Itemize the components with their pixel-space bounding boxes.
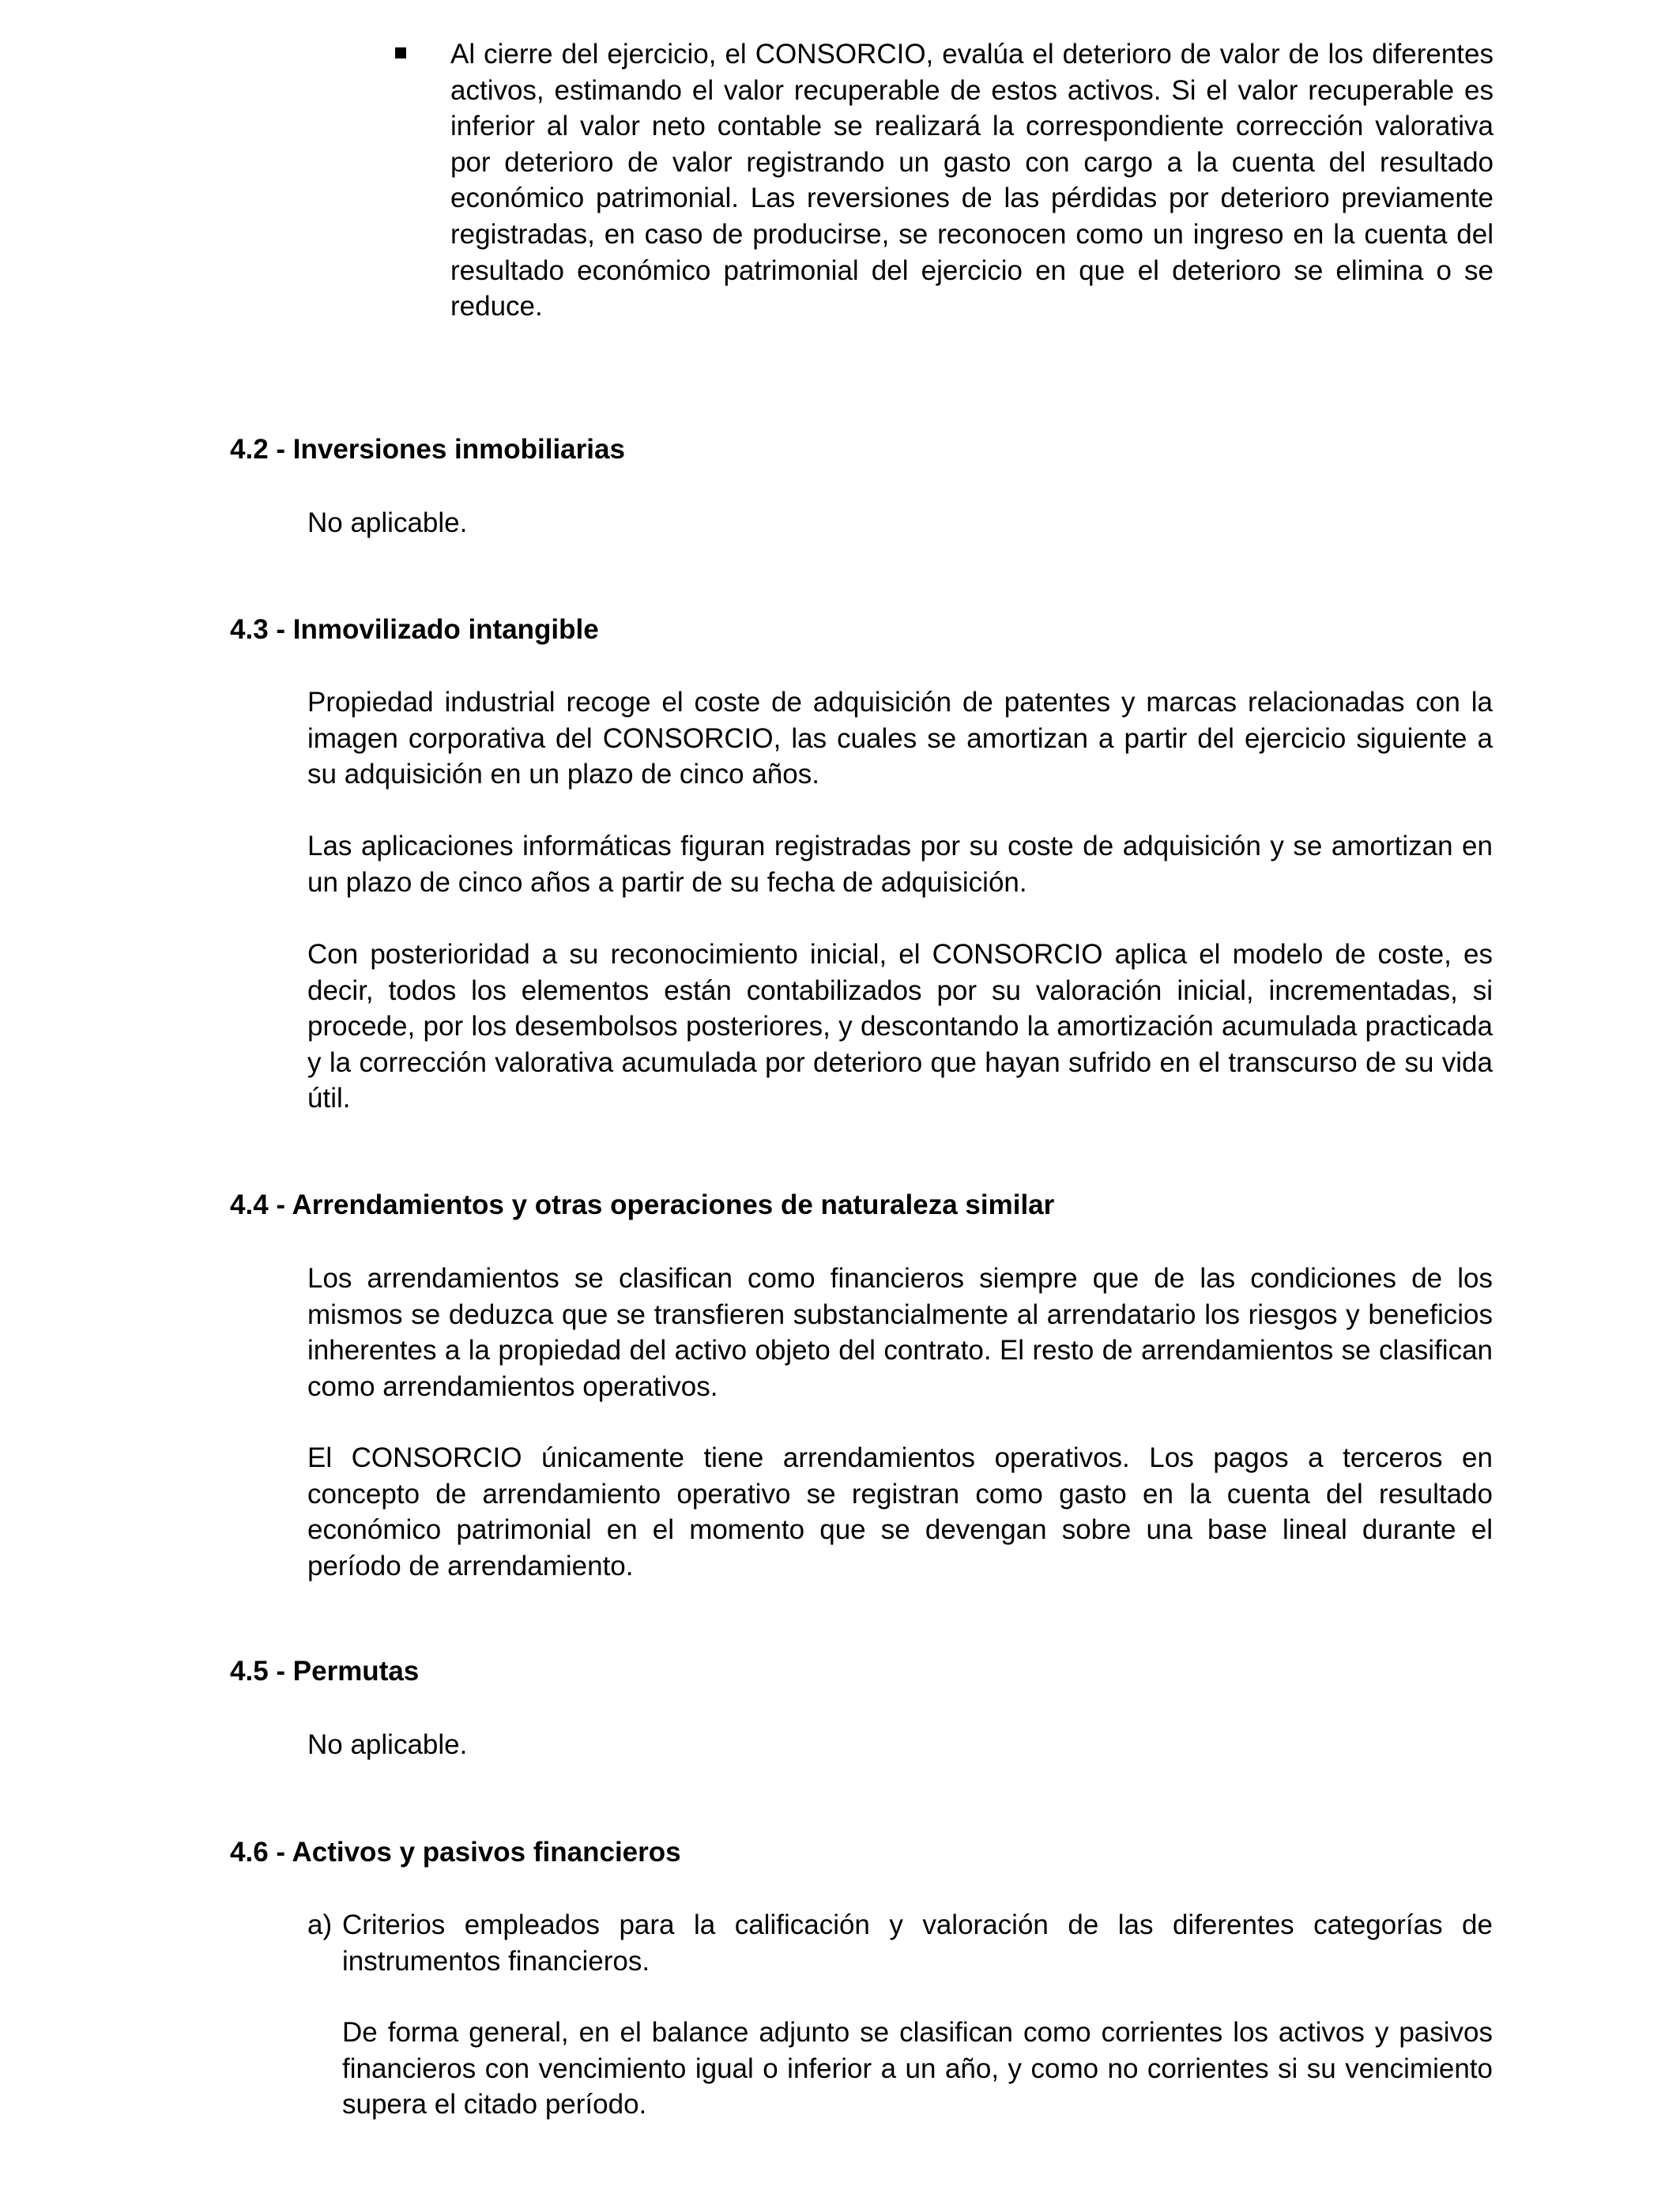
paragraph: Propiedad industrial recoge el coste de adquisición de patentes y marcas relacionadas con la imagen corporativa del CONSORCIO, las cuales se amortizan a partir del ejercicio siguiente a su adquisición en un plazo de cinco años. (307, 687, 1493, 790)
section-4-2-body (307, 505, 1493, 541)
paragraph: De forma general, en el balance adjunto se clasifican como corrientes los activos y pasivos financieros con vencimiento igual o inferior a un año, y como no corrientes si su vencimiento supera el citado período. (342, 2017, 1493, 2120)
paragraph: Los arrendamientos se clasifican como financieros siempre que de las condiciones de los mismos se deduzca que se transfieren substancialmente al arrendatario los riesgos y beneficios inherentes a la propiedad del activo objeto del contrato. El resto de arrendamientos se clasifican como arrendamientos operativos. (307, 1263, 1493, 1402)
bullet-paragraph: Al cierre del ejercicio, el CONSORCIO, evalúa el deterioro de valor de los diferentes activos, estimando el valor recuperable de estos activos. Si el valor recuperable es inferior al valor neto contable se realizará la correspondiente corrección valorativa por deterioro de valor registrando un gasto con cargo a la cuenta del resultado económico patrimonial. Las reversiones de las pérdidas por deterioro previamente registradas, en caso de producirse, se reconocen como un ingreso en la cuenta del resultado económico patrimonial del ejercicio en que el deterioro se elimina o se reduce. (450, 39, 1494, 322)
list-item-body (342, 2015, 1493, 2123)
list-item-label: a) (307, 1909, 333, 1940)
section-heading-4-2: 4.2 - Inversiones inmobiliarias (230, 434, 625, 465)
paragraph: Las aplicaciones informáticas figuran registradas por su coste de adquisición y se amortizan en un plazo de cinco años a partir de su fecha de adquisición. (307, 831, 1493, 898)
list-item-body (342, 1907, 1493, 1979)
paragraph: Con posterioridad a su reconocimiento inicial, el CONSORCIO aplica el modelo de coste, es decir, todos los elementos están contabilizados por su valoración inicial, incrementadas, si procede, por los desembolsos posteriores, y descontando la amortización acumulada practicada y la corrección valorativa acumulada por deterioro que hayan sufrido en el transcurso de su vida útil. (307, 939, 1493, 1114)
section-4-4-paragraph-1 (307, 1261, 1493, 1404)
section-heading-4-3: 4.3 - Inmovilizado intangible (230, 614, 599, 645)
section-heading-4-6: 4.6 - Activos y pasivos financieros (230, 1837, 681, 1868)
section-4-3-paragraph-3 (307, 937, 1493, 1117)
paragraph: No aplicable. (307, 507, 468, 538)
section-heading-4-4: 4.4 - Arrendamientos y otras operaciones de naturaleza similar (230, 1189, 1055, 1220)
section-4-3-paragraph-1 (307, 684, 1493, 793)
section-4-4-paragraph-2 (307, 1440, 1493, 1584)
paragraph: El CONSORCIO únicamente tiene arrendamientos operativos. Los pagos a terceros en concepto de arrendamiento operativo se registran como gasto en la cuenta del resultado económico patrimonial en el momento que se devengan sobre una base lineal durante el período de arrendamiento. (307, 1442, 1493, 1581)
section-4-5-body (307, 1727, 1493, 1763)
section-heading-4-5: 4.5 - Permutas (230, 1656, 420, 1687)
paragraph: No aplicable. (307, 1729, 468, 1760)
square-bullet-icon (395, 47, 406, 58)
section-4-3-paragraph-2 (307, 828, 1493, 900)
list-item-title: Criterios empleados para la calificación y valoración de las diferentes categorías de instrumentos financieros. (342, 1909, 1493, 1977)
